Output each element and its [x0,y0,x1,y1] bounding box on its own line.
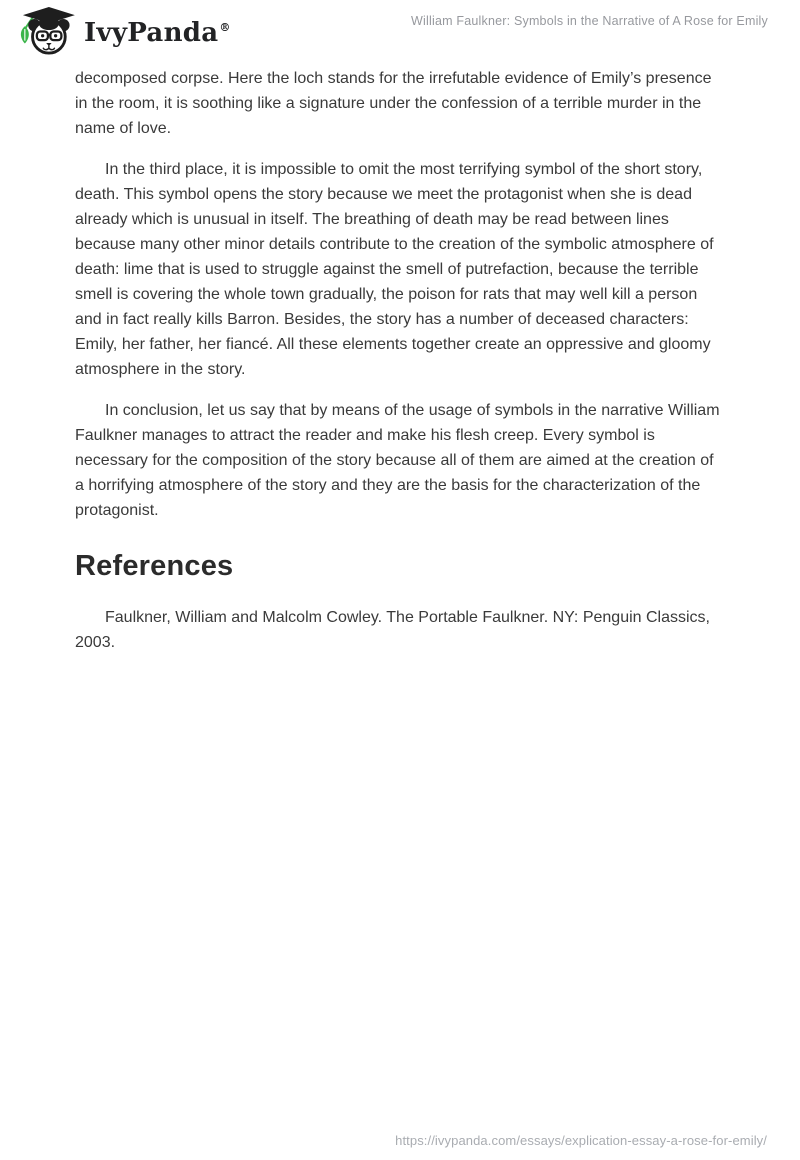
essay-paragraph-1: decomposed corpse. Here the loch stands for the irrefutable evidence of Emily’s presence in the room, it is soothing like a signature under the confession of a terrible murder in the name of love. [75,70,712,137]
page-header [0,0,800,62]
source-url: https://ivypanda.com/essays/explication-essay-a-rose-for-emily/ [395,1133,767,1148]
essay-paragraph-3: In conclusion, let us say that by means of the usage of symbols in the narrative William Faulkner manages to attract the reader and make his flesh creep. Every symbol is necessary for the composition of the story because all of them are aimed at the creation of a horrifying atmosphere of the story and they are the basis for the characterization of the protagonist. [75,402,720,519]
ivypanda-logo [14,6,231,56]
logo-wordmark [84,20,231,46]
essay-content [75,66,723,671]
document-title: William Faulkner: Symbols in the Narrative of A Rose for Emily [411,14,768,28]
reference-entry: Faulkner, William and Malcolm Cowley. The Portable Faulkner. NY: Penguin Classics, 2003. [75,609,710,651]
registered-trademark-mark: ® [219,21,231,35]
essay-paragraph-2: In the third place, it is impossible to omit the most terrifying symbol of the short story, death. This symbol opens the story because we meet the protagonist when she is dead already which is unusual in itself. The breathing of death may be read between lines because many other minor details contribute to the creation of the symbolic atmosphere of death: lime that is used to struggle against the smell of putrefaction, because the terrible smell is covering the whole town gradually, the poison for rats that may well kill a person and in fact really kills Barron. Besides, the story has a number of deceased characters: Emily, her father, her fiancé. All these elements together create an oppressive and gloomy atmosphere in the story. [75,161,714,378]
panda-graduate-icon [14,6,78,56]
references-heading: References [75,550,234,582]
logo-wordmark-text: IvyPanda [84,18,219,48]
